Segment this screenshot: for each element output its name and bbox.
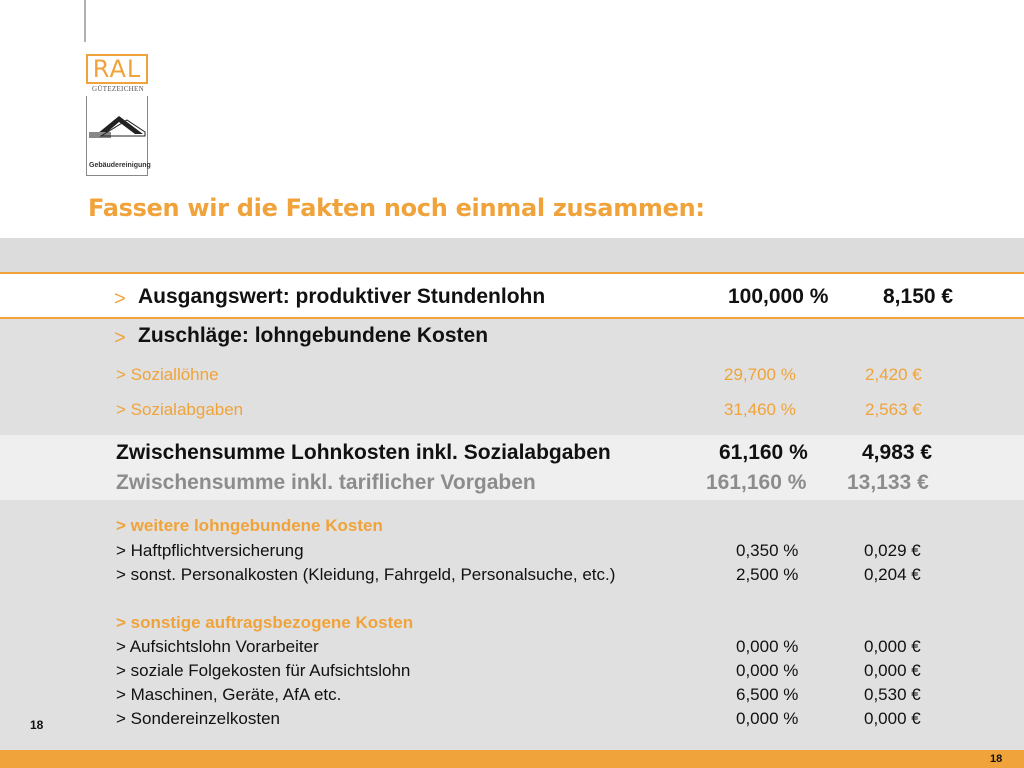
row-marker: >: [114, 288, 126, 310]
sozialabgaben-label: > Sozialabgaben: [116, 400, 244, 419]
row-marker: >: [114, 327, 126, 349]
zwischensumme-tariflich-label: Zwischensumme inkl. tariflicher Vorgaben: [116, 471, 536, 494]
list-item-label: > Aufsichtslohn Vorarbeiter: [116, 637, 319, 656]
sozialloehne-pct: 29,700 %: [724, 365, 796, 384]
zuschlaege-heading: Zuschläge: lohngebundene Kosten: [138, 324, 489, 347]
sozialabgaben-pct: 31,460 %: [724, 400, 796, 419]
zwischensumme-tariflich-eur: 13,133 €: [847, 471, 929, 494]
list-item-pct: 0,000 %: [736, 709, 799, 728]
weitere-kosten-heading: > weitere lohngebundene Kosten: [116, 516, 383, 535]
zwischensumme-lohnkosten-eur: 4,983 €: [862, 441, 933, 464]
sozialloehne-label: > Soziallöhne: [116, 365, 219, 384]
ausgangswert-pct: 100,000 %: [728, 285, 829, 308]
list-item-label: > Maschinen, Geräte, AfA etc.: [116, 685, 342, 704]
list-item-pct: 0,000 %: [736, 661, 799, 680]
zwischensumme-lohnkosten-pct: 61,160 %: [719, 441, 808, 464]
list-item-pct: 6,500 %: [736, 685, 799, 704]
page-number-left: 18: [30, 718, 44, 732]
list-item-eur: 0,029 €: [864, 541, 921, 560]
list-item-pct: 0,350 %: [736, 541, 799, 560]
top-divider-line: [84, 0, 86, 42]
sonstige-kosten-heading: > sonstige auftragsbezogene Kosten: [116, 613, 414, 632]
sozialabgaben-eur: 2,563 €: [865, 400, 922, 419]
zwischensumme-tariflich-pct: 161,160 %: [706, 471, 807, 494]
building-roof-icon: [87, 110, 147, 150]
list-item-eur: 0,000 €: [864, 709, 921, 728]
page-title: Fassen wir die Fakten noch einmal zusammen:: [88, 194, 705, 222]
zwischensumme-lohnkosten-label: Zwischensumme Lohnkosten inkl. Sozialabgaben: [116, 441, 611, 464]
ausgangswert-label: Ausgangswert: produktiver Stundenlohn: [138, 285, 546, 308]
ral-logo-frame: [86, 96, 151, 176]
list-item-label: > Sondereinzelkosten: [116, 709, 280, 728]
list-item-eur: 0,000 €: [864, 637, 921, 656]
list-item-pct: 0,000 %: [736, 637, 799, 656]
ral-logo-subtitle: GÜTEZEICHEN: [92, 85, 144, 93]
list-item-eur: 0,530 €: [864, 685, 921, 704]
list-item-label: > Haftpflichtversicherung: [116, 541, 304, 560]
list-item-pct: 2,500 %: [736, 565, 799, 584]
sozialloehne-eur: 2,420 €: [865, 365, 922, 384]
ral-logo-label: Gebäudereinigung: [89, 162, 151, 169]
list-item-eur: 0,000 €: [864, 661, 921, 680]
top-gray-band: [0, 238, 1024, 272]
list-item-label: > soziale Folgekosten für Aufsichtslohn: [116, 661, 411, 680]
list-item-label: > sonst. Personalkosten (Kleidung, Fahrgeld, Personalsuche, etc.): [116, 565, 616, 584]
footer-bar: [0, 750, 1024, 768]
list-item-eur: 0,204 €: [864, 565, 921, 584]
ral-logo: [86, 54, 150, 176]
ral-logo-text: RAL: [86, 54, 148, 84]
page-number-right: 18: [990, 753, 1003, 765]
ausgangswert-eur: 8,150 €: [883, 285, 954, 308]
